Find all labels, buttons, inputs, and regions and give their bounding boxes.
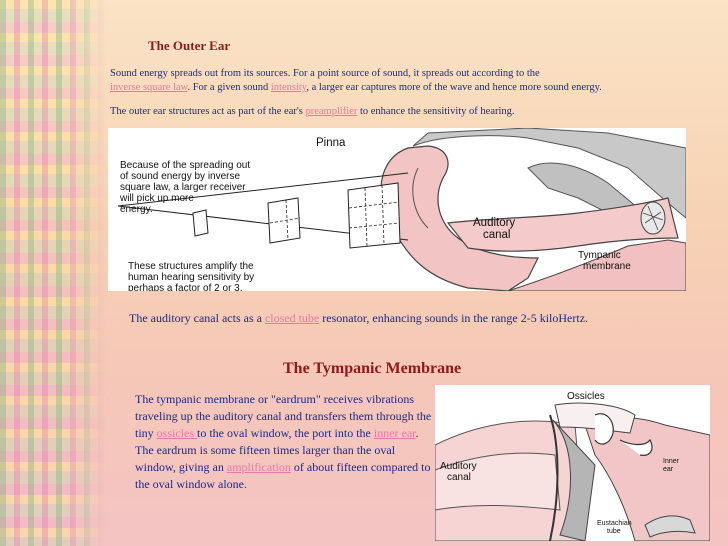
tympanic-membrane-title: The Tympanic Membrane <box>283 360 462 377</box>
para2-text-a: The outer ear structures act as part of the ear's <box>110 106 306 117</box>
tympanic-text-c: . The eardrum is some fifteen times larger than the oval window, giving an <box>135 426 419 474</box>
tympanic-membrane-label-1: Tympanic <box>578 250 621 261</box>
intensity-link[interactable]: intensity <box>270 82 307 93</box>
preamplifier-link[interactable]: preamplifier <box>305 106 358 117</box>
amplification-link[interactable]: amplification <box>226 460 291 474</box>
inner-ear-link[interactable]: inner ear <box>373 426 416 440</box>
tympanic-text-b: to the oval window, the port into the <box>197 426 374 440</box>
auditory-canal-label-b: canal <box>447 472 471 483</box>
inverse-square-law-link[interactable]: inverse square law <box>110 82 188 93</box>
inner-ear-label-1: Inner <box>663 458 679 465</box>
tympanic-text-a: The tympanic membrane or "eardrum" receives vibrations traveling up the auditory canal and transfers them through the tiny <box>135 392 432 440</box>
outer-ear-paragraph-2 <box>110 105 722 119</box>
pinna-label: Pinna <box>316 137 346 149</box>
auditory-canal-label-a: Auditory <box>440 461 477 472</box>
auditory-canal-paragraph <box>129 310 649 327</box>
amplify-caption-2: human hearing sensitivity by <box>128 272 255 283</box>
ossicles-link[interactable]: ossicles <box>156 426 198 440</box>
canal-text-b: resonator, enhancing sounds in the range 2-5 kiloHertz. <box>319 311 589 325</box>
para1-text-a: Sound energy spreads out from its sources. For a point source of sound, it spreads out according to the <box>110 68 540 79</box>
spread-caption-4: will pick up more <box>120 193 194 204</box>
tympanic-text-d: of about fifteen compared to the oval window alone. <box>135 460 431 491</box>
inner-ear-label-2: ear <box>663 466 674 473</box>
para1-text-b: . For a given sound <box>187 82 271 93</box>
para2-text-b: to enhance the sensitivity of hearing. <box>357 106 515 117</box>
outer-ear-diagram <box>108 128 686 291</box>
amplify-caption-1: These structures amplify the <box>128 261 254 272</box>
closed-tube-link[interactable]: closed tube <box>264 311 320 325</box>
outer-ear-paragraph-1 <box>110 67 722 95</box>
tympanic-paragraph <box>135 391 435 493</box>
tympanic-membrane-diagram <box>435 385 710 541</box>
outer-ear-title: The Outer Ear <box>148 38 231 53</box>
auditory-canal-label-2: canal <box>483 229 511 241</box>
eustachian-label-1: Eustachian <box>597 520 632 527</box>
amplify-caption-3: perhaps a factor of 2 or 3. <box>128 283 243 291</box>
tympanic-membrane-label-2: membrane <box>583 261 631 272</box>
para1-text-c: , a larger ear captures more of the wave and hence more sound energy. <box>306 82 602 93</box>
spread-caption-3: square law, a larger receiver <box>120 182 246 193</box>
decorative-side-strip <box>0 0 108 546</box>
ossicles-label: Ossicles <box>567 391 605 402</box>
spread-caption-2: of sound energy by inverse <box>120 171 241 182</box>
spread-caption-5: energy. <box>120 204 153 215</box>
eustachian-label-2: tube <box>607 528 621 535</box>
auditory-canal-label-1: Auditory <box>473 217 516 229</box>
spread-caption-1: Because of the spreading out <box>120 160 251 171</box>
canal-text-a: The auditory canal acts as a <box>129 311 265 325</box>
